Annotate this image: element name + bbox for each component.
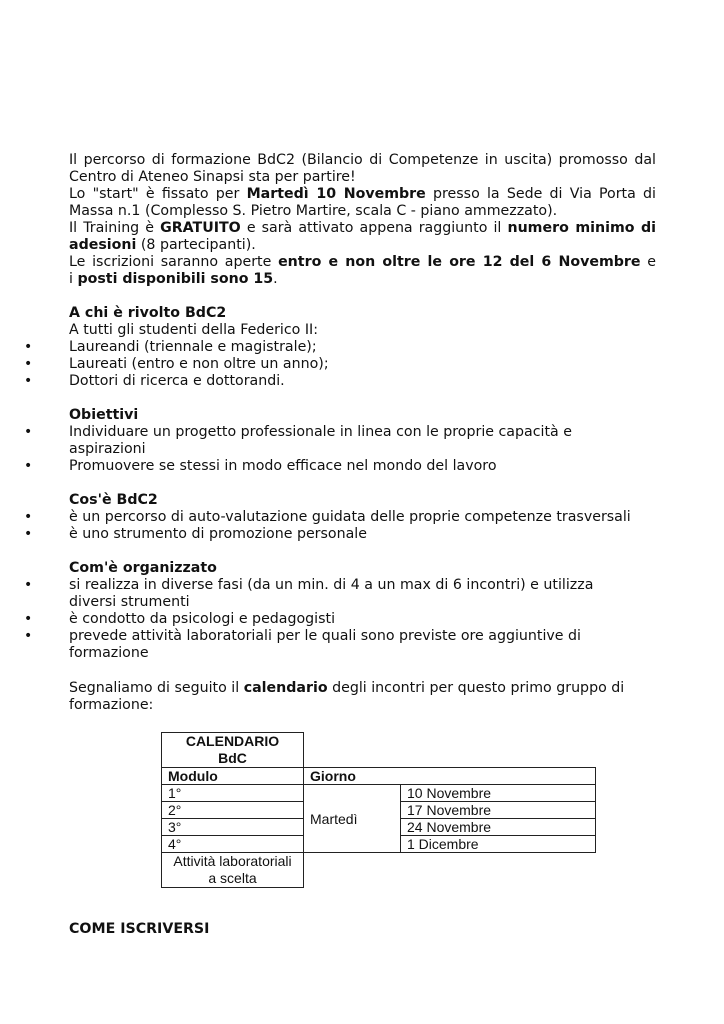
calendar-intro [69,680,656,714]
org-item-1-line-1: si realizza in diverse fasi (da un min. di 4 a un max di 6 incontri) e utilizza [69,577,594,593]
calendar-intro-line-2: formazione: [69,697,154,713]
module-cell: 1° [162,785,304,802]
bullet: • [24,373,33,389]
goals-item-2: Promuovere se stessi in modo efficace nel mondo del lavoro [69,458,497,474]
org-item-3-line-1: prevede attività laboratoriali per le quali sono previste ore aggiuntive di [69,628,581,644]
goals-heading: Obiettivi [69,407,139,423]
module-cell: 2° [162,802,304,819]
calendar-table [161,732,596,888]
intro-line-2: Centro di Ateneo Sinapsi sta per partire! [69,169,356,185]
calendar-title [162,733,304,768]
date-cell: 1 Dicembre [401,836,596,853]
empty-cell [304,733,596,768]
column-header-module: Modulo [162,768,304,785]
date-cell: 17 Novembre [401,802,596,819]
org-item-3 [69,628,656,662]
intro-line-8: i posti disponibili sono 15. [69,271,278,287]
intro-line-3: Lo "start" è fissato per Martedì 10 Novembre presso la Sede di Via Porta di [69,186,656,202]
date-cell: 10 Novembre [401,785,596,802]
bullet: • [24,611,33,627]
lab-line-2: a scelta [208,870,257,886]
org-item-2: è condotto da psicologi e pedagogisti [69,611,336,627]
module-cell: 3° [162,819,304,836]
bullet: • [24,339,33,355]
day-cell: Martedì [304,785,401,853]
bullet: • [24,628,33,644]
what-item-2: è uno strumento di promozione personale [69,526,367,542]
goals-item-1-line-2: aspirazioni [69,441,146,457]
lab-cell [162,853,304,888]
what-heading: Cos'è BdC2 [69,492,158,508]
intro-line-1: Il percorso di formazione BdC2 (Bilancio di Competenze in uscita) promosso dal [69,152,656,168]
calendar-intro-line-1: Segnaliamo di seguito il calendario degli incontri per questo primo gruppo di [69,680,625,696]
intro-line-5: Il Training è GRATUITO e sarà attivato appena raggiunto il numero minimo di [69,220,656,236]
org-item-1-line-2: diversi strumenti [69,594,190,610]
empty-cell [304,853,596,888]
intro-line-7: Le iscrizioni saranno aperte entro e non oltre le ore 12 del 6 Novembre e [69,254,656,270]
module-cell: 4° [162,836,304,853]
calendar-title-line-1: CALENDARIO [185,733,280,749]
intro-line-4: Massa n.1 (Complesso S. Pietro Martire, scala C - piano ammezzato). [69,203,558,219]
date-cell: 24 Novembre [401,819,596,836]
calendar-title-line-2: BdC [218,750,247,766]
bullet: • [24,509,33,525]
bullet: • [24,424,33,440]
goals-item-1 [69,424,656,458]
org-item-1 [69,577,656,611]
what-item-1: è un percorso di auto-valutazione guidata delle proprie competenze trasversali [69,509,631,525]
enroll-heading: COME ISCRIVERSI [69,921,210,937]
intro-paragraph [69,152,656,288]
goals-item-1-line-1: Individuare un progetto professionale in linea con le proprie capacità e [69,424,572,440]
bullet: • [24,577,33,593]
lab-row [162,853,596,888]
bullet: • [24,526,33,542]
bullet: • [24,458,33,474]
target-item-1: Laureandi (triennale e magistrale); [69,339,317,355]
lab-line-1: Attività laboratoriali [173,853,292,869]
column-header-day: Giorno [304,768,596,785]
calendar-title-row [162,733,596,768]
calendar-header-row [162,768,596,785]
target-lead: A tutti gli studenti della Federico II: [69,322,319,338]
table-row [162,785,596,802]
target-item-2: Laureati (entro e non oltre un anno); [69,356,329,372]
bullet: • [24,356,33,372]
target-heading: A chi è rivolto BdC2 [69,305,227,321]
intro-line-6: adesioni (8 partecipanti). [69,237,256,253]
org-heading: Com'è organizzato [69,560,217,576]
target-item-3: Dottori di ricerca e dottorandi. [69,373,285,389]
org-item-3-line-2: formazione [69,645,149,661]
